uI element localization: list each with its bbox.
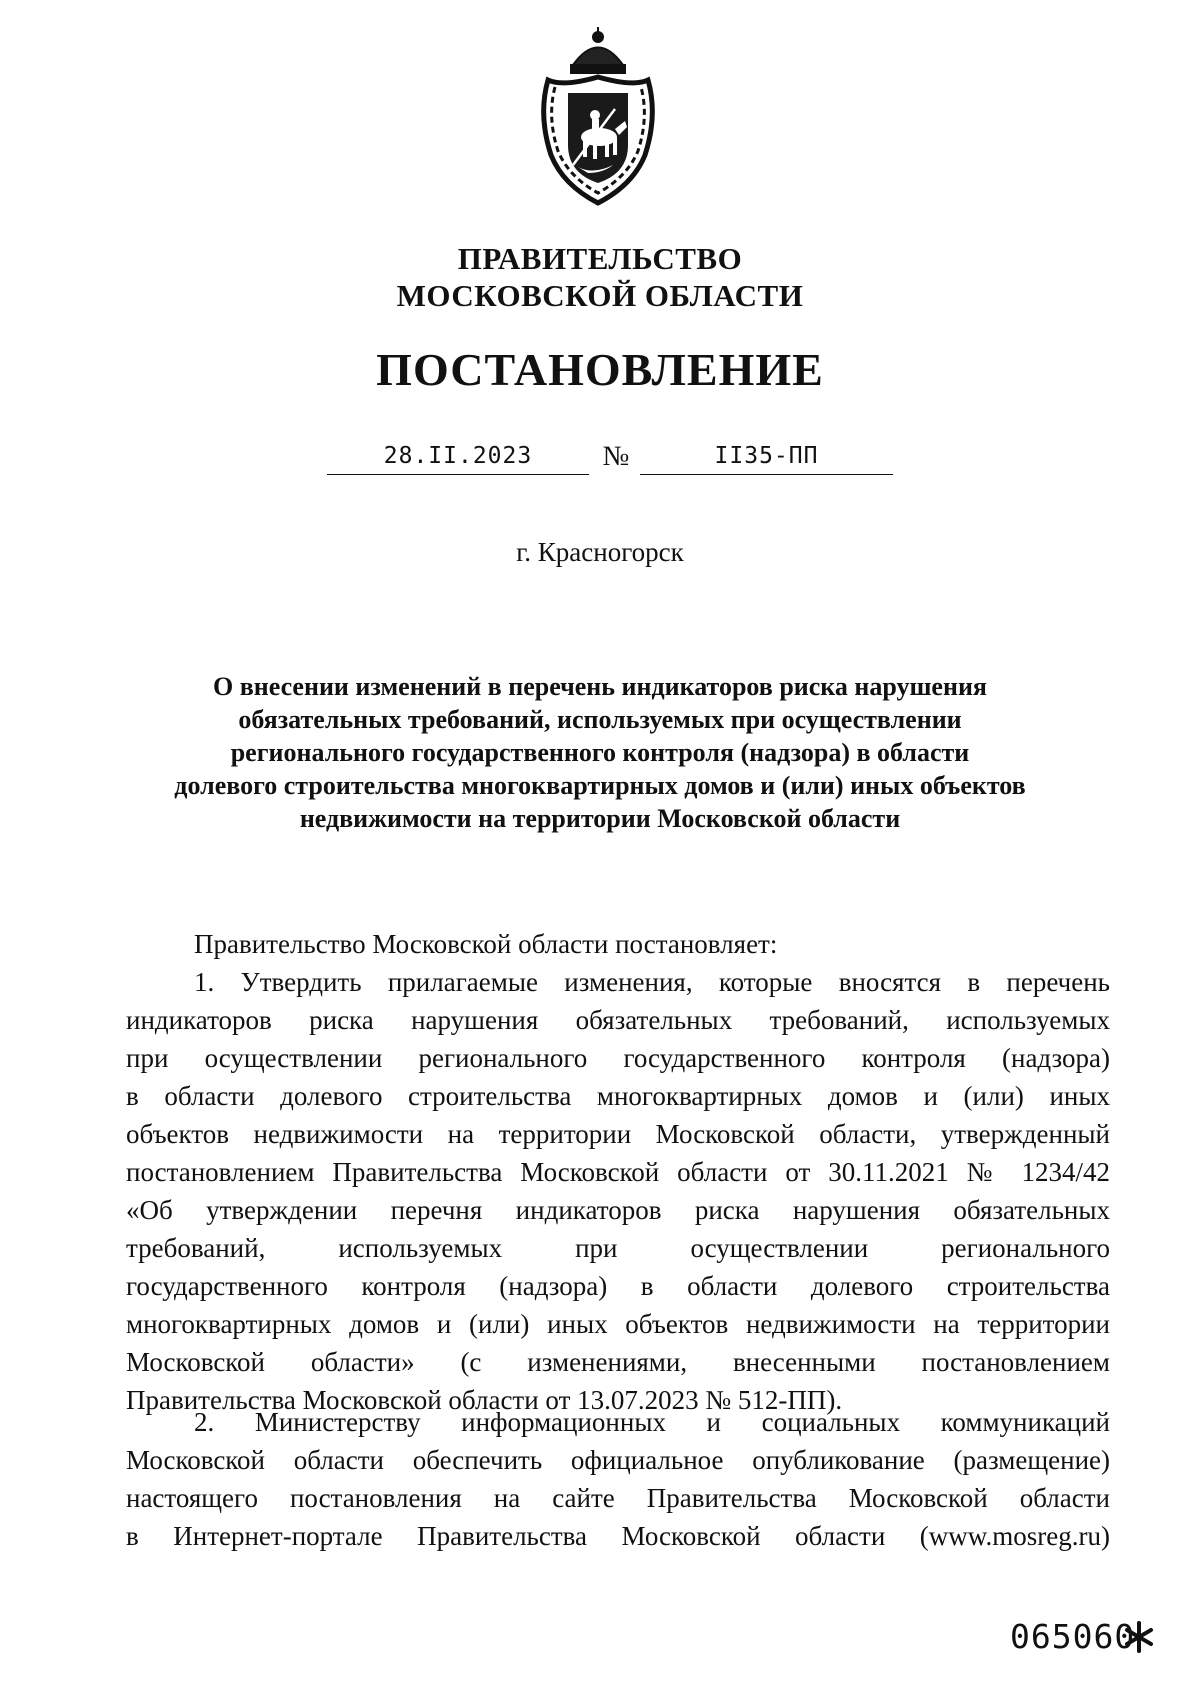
paragraph-line: требований, используемых при осуществлении регионального bbox=[126, 1233, 1110, 1263]
paragraph-line: настоящего постановления на сайте Правительства Московской области bbox=[126, 1483, 1110, 1513]
paragraph-1 bbox=[126, 963, 1110, 1419]
registration-date-field bbox=[327, 440, 589, 475]
paragraph-line: индикаторов риска нарушения обязательных требований, используемых bbox=[126, 1005, 1110, 1035]
paragraph-2 bbox=[126, 1403, 1110, 1555]
paragraph-line: Московской области» (с изменениями, внесенными постановлением bbox=[126, 1347, 1110, 1377]
asterisk-icon bbox=[1122, 1620, 1156, 1654]
paragraph-line: «Об утверждении перечня индикаторов риска нарушения обязательных bbox=[126, 1195, 1110, 1225]
paragraph-line: многоквартирных домов и (или) иных объектов недвижимости на территории bbox=[126, 1309, 1110, 1339]
org-name-line1: ПРАВИТЕЛЬСТВО bbox=[457, 241, 743, 276]
org-name-line2: МОСКОВСКОЙ ОБЛАСТИ bbox=[396, 278, 804, 313]
city: г. Красногорск bbox=[516, 537, 684, 567]
registration-date: 28.II.2023 bbox=[383, 443, 533, 469]
paragraph-line: объектов недвижимости на территории Московской области, утвержденный bbox=[126, 1119, 1110, 1149]
paragraph-line: постановлением Правительства Московской области от 30.11.2021 № 1234/42 bbox=[126, 1157, 1110, 1187]
paragraph-line: при осуществлении регионального государственного контроля (надзора) bbox=[126, 1043, 1110, 1073]
intro-paragraph: Правительство Московской области постановляет: bbox=[194, 929, 778, 959]
document-title bbox=[130, 670, 1070, 835]
title-line: обязательных требований, используемых при осуществлении bbox=[238, 705, 962, 734]
registration-number: II35-ПП bbox=[714, 443, 819, 469]
title-line: регионального государственного контроля (надзора) в области bbox=[230, 738, 970, 767]
paragraph-line: в области долевого строительства многоквартирных домов и (или) иных bbox=[126, 1081, 1110, 1111]
number-sign: № bbox=[602, 441, 630, 472]
paragraph-line: 2. Министерству информационных и социальных коммуникаций bbox=[194, 1407, 1110, 1437]
paragraph-line: государственного контроля (надзора) в области долевого строительства bbox=[126, 1271, 1110, 1301]
paragraph-line: Московской области обеспечить официальное опубликование (размещение) bbox=[126, 1445, 1110, 1475]
serial-number: 065060 bbox=[1010, 1617, 1136, 1656]
registration-number-field bbox=[640, 440, 893, 475]
coat-of-arms-icon bbox=[533, 25, 663, 210]
document-type: ПОСТАНОВЛЕНИЕ bbox=[376, 344, 824, 395]
paragraph-line: в Интернет-портале Правительства Московской области (www.mosreg.ru) bbox=[126, 1521, 1110, 1551]
title-line: недвижимости на территории Московской области bbox=[299, 804, 901, 833]
title-line: долевого строительства многоквартирных домов и (или) иных объектов bbox=[174, 771, 1026, 800]
title-line: О внесении изменений в перечень индикаторов риска нарушения bbox=[212, 672, 988, 701]
paragraph-line: Правительства Московской области от 13.07.2023 № 512-ПП). bbox=[126, 1385, 843, 1415]
paragraph-line: 1. Утвердить прилагаемые изменения, которые вносятся в перечень bbox=[194, 967, 1110, 997]
